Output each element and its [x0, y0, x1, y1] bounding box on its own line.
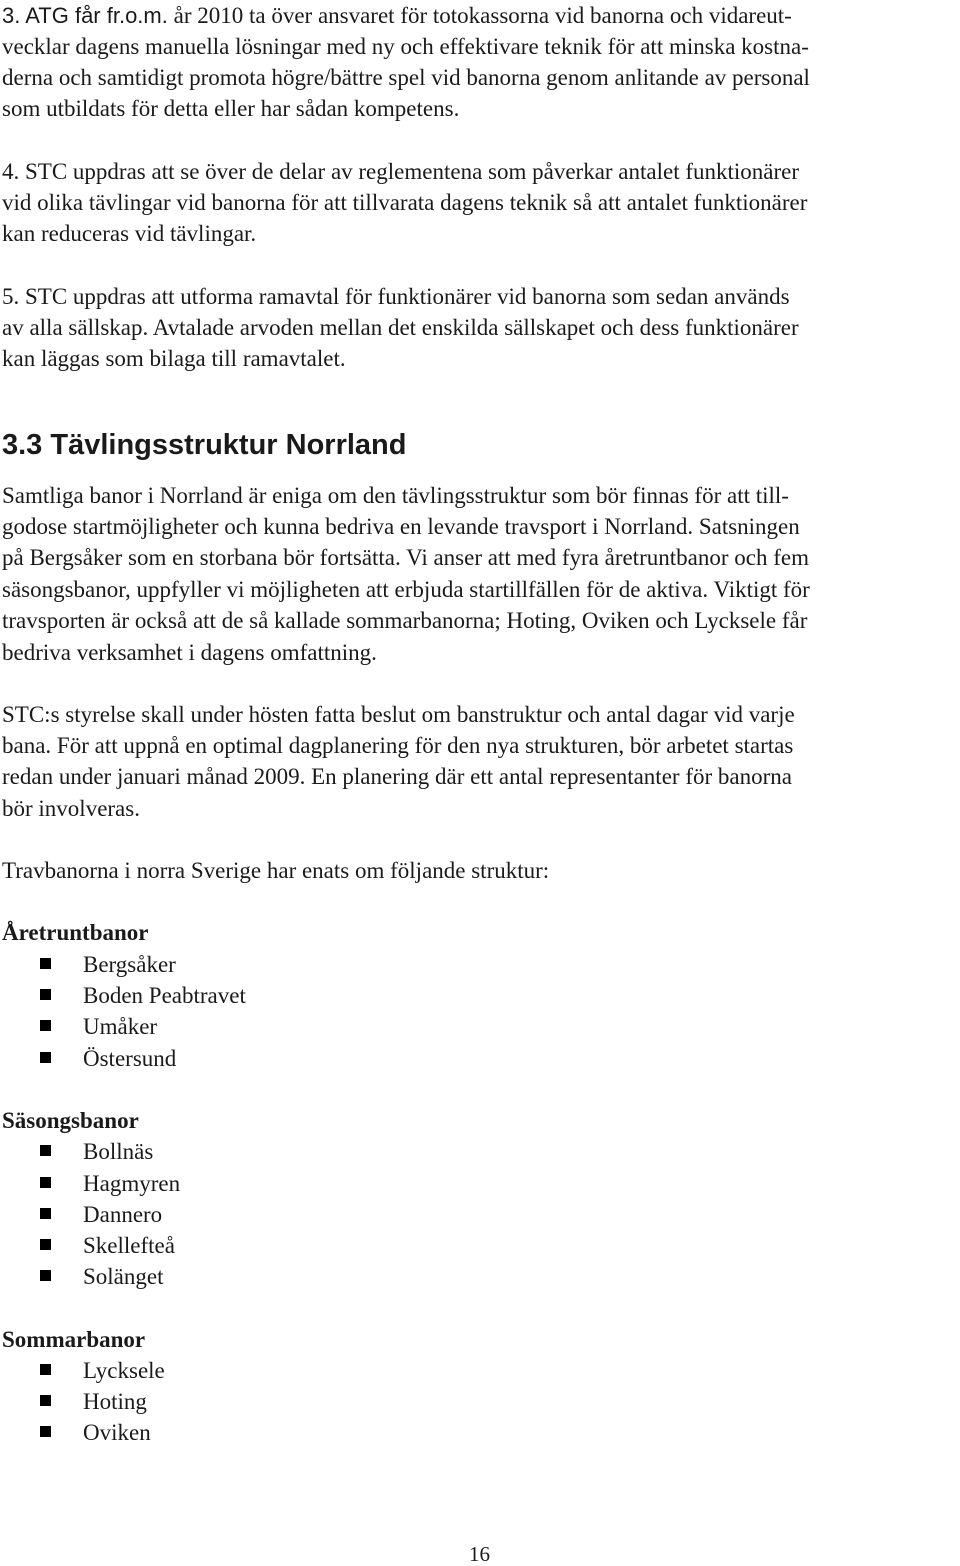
- section-p1-line-4: säsongsbanor, uppfyller vi möjligheten att erbjuda startillfällen för de aktiva. Viktigt för: [2, 577, 810, 602]
- section-p2-line-3: redan under januari månad 2009. En planering där ett antal representanter för banorna: [2, 764, 792, 789]
- item3-line-3: derna och samtidigt promota högre/bättre spel vid banorna genom anlitande av personal: [2, 65, 810, 90]
- bullet-square-icon: [40, 1145, 51, 1156]
- list-item: Hoting: [83, 1389, 147, 1414]
- list-item: Boden Peabtravet: [83, 983, 246, 1008]
- bullet-square-icon: [40, 1270, 51, 1281]
- section-p2-line-2: bana. För att uppnå en optimal dagplanering för den nya strukturen, bör arbetet startas: [2, 733, 794, 758]
- item3-line-2: vecklar dagens manuella lösningar med ny och effektivare teknik för att minska kostna-: [2, 34, 809, 59]
- item3-line-1: [2, 4, 792, 27]
- bullet-square-icon: [40, 989, 51, 1000]
- section-p2-line-4: bör involveras.: [2, 796, 140, 821]
- section-p1-line-6: bedriva verksamhet i dagens omfattning.: [2, 640, 377, 665]
- list-heading-sommarbanor: Sommarbanor: [2, 1327, 146, 1352]
- item3-line-4: som utbildats för detta eller har sådan kompetens.: [2, 96, 460, 121]
- list-item: Solänget: [83, 1264, 164, 1289]
- item4-line-1: 4. STC uppdras att se över de delar av reglementena som påverkar antalet funktionärer: [2, 159, 800, 184]
- list-item: Lycksele: [83, 1358, 165, 1383]
- structure-intro: Travbanorna i norra Sverige har enats om följande struktur:: [2, 858, 550, 883]
- item3-prefix: 3. ATG får fr.o.m.: [2, 3, 168, 28]
- list-heading-aretruntbanor: Åretruntbanor: [2, 920, 149, 945]
- bullet-square-icon: [40, 1177, 51, 1188]
- section-p1-line-2: godose startmöjligheter och kunna bedriva en levande travsport i Norrland. Satsningen: [2, 514, 800, 539]
- list-item: Bollnäs: [83, 1139, 154, 1164]
- list-item: Oviken: [83, 1420, 151, 1445]
- list-item: Umåker: [83, 1014, 158, 1039]
- bullet-square-icon: [40, 1208, 51, 1219]
- section-heading: 3.3 Tävlingsstruktur Norrland: [2, 429, 407, 461]
- section-p1-line-5: travsporten är också att de så kallade sommarbanorna; Hoting, Oviken och Lycksele får: [2, 608, 808, 633]
- bullet-square-icon: [40, 1020, 51, 1031]
- section-p2-line-1: STC:s styrelse skall under hösten fatta beslut om banstruktur och antal dagar vid varje: [2, 702, 795, 727]
- list-item: Bergsåker: [83, 952, 176, 977]
- bullet-square-icon: [40, 1426, 51, 1437]
- item4-line-3: kan reduceras vid tävlingar.: [2, 221, 257, 246]
- section-p1-line-1: Samtliga banor i Norrland är eniga om den tävlingsstruktur som bör finnas för att till-: [2, 483, 789, 508]
- list-item: Östersund: [83, 1046, 177, 1071]
- bullet-square-icon: [40, 1395, 51, 1406]
- list-item: Skellefteå: [83, 1233, 175, 1258]
- page-number: 16: [469, 1542, 490, 1566]
- bullet-square-icon: [40, 958, 51, 969]
- bullet-square-icon: [40, 1364, 51, 1375]
- list-item: Hagmyren: [83, 1171, 181, 1196]
- item5-line-1: 5. STC uppdras att utforma ramavtal för funktionärer vid banorna som sedan används: [2, 284, 790, 309]
- bullet-square-icon: [40, 1239, 51, 1250]
- item4-line-2: vid olika tävlingar vid banorna för att tillvarata dagens teknik så att antalet funktionärer: [2, 190, 808, 215]
- list-item: Dannero: [83, 1202, 163, 1227]
- item5-line-3: kan läggas som bilaga till ramavtalet.: [2, 346, 346, 371]
- item3-line-1-text: år 2010 ta över ansvaret för totokassorna vid banorna och vidareut-: [173, 3, 792, 28]
- section-p1-line-3: på Bergsåker som en storbana bör fortsätta. Vi anser att med fyra åretruntbanor och fem: [2, 545, 809, 570]
- list-heading-sasongsbanor: Säsongsbanor: [2, 1108, 139, 1133]
- bullet-square-icon: [40, 1052, 51, 1063]
- item5-line-2: av alla sällskap. Avtalade arvoden mellan det enskilda sällskapet och dess funktionärer: [2, 315, 799, 340]
